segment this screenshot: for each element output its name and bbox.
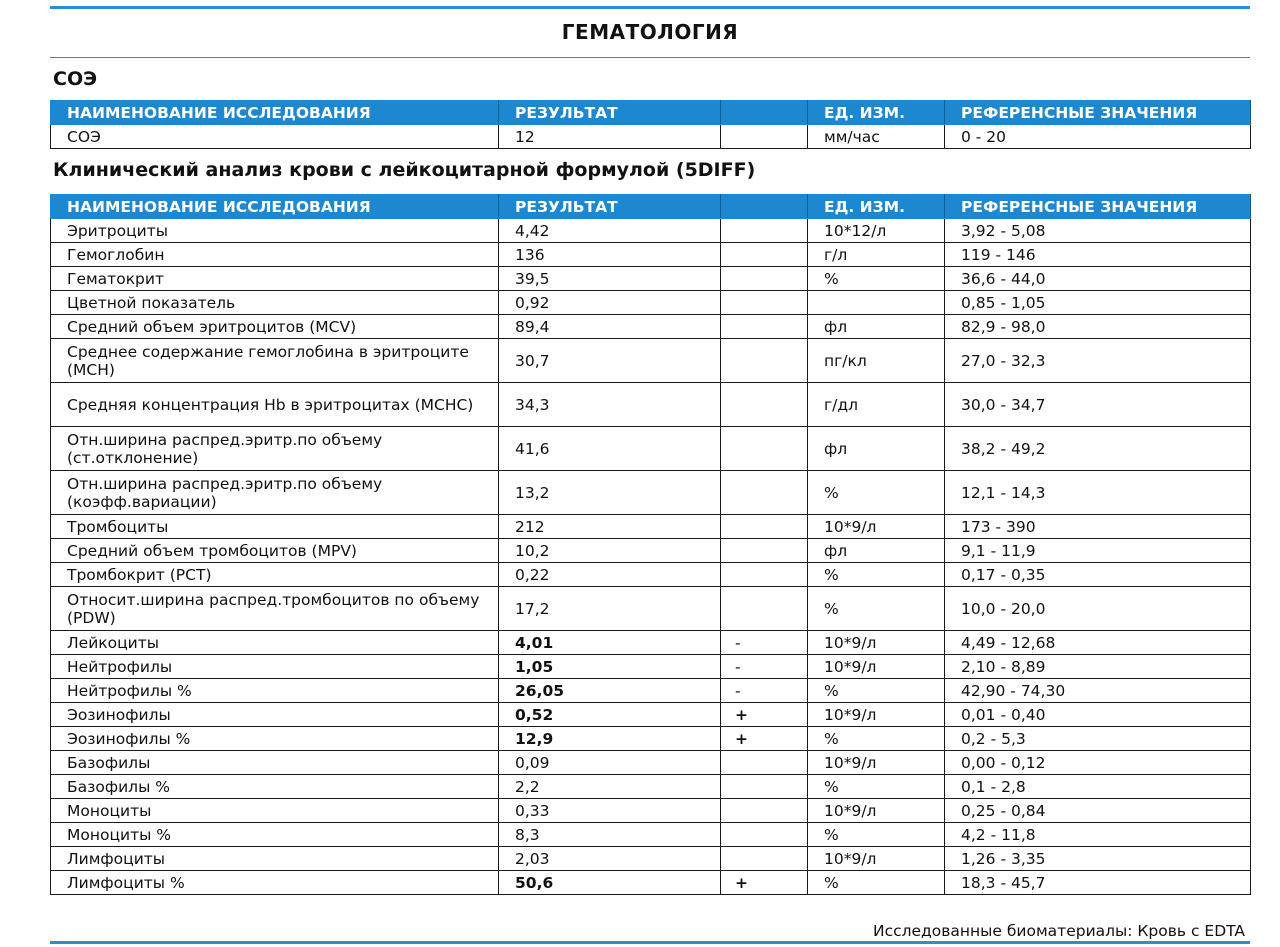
cell-flag bbox=[721, 315, 808, 339]
page-title: ГЕМАТОЛОГИЯ bbox=[561, 20, 739, 44]
cell-unit: % bbox=[808, 267, 945, 291]
cell-result: 50,6 bbox=[499, 871, 721, 895]
col-header-name: НАИМЕНОВАНИЕ ИССЛЕДОВАНИЯ bbox=[51, 101, 499, 125]
cell-unit: % bbox=[808, 775, 945, 799]
table-row bbox=[51, 775, 1251, 799]
cell-reference: 0 - 20 bbox=[945, 125, 1251, 149]
cell-test-name: Средний объем тромбоцитов (MPV) bbox=[51, 539, 499, 563]
cell-result: 12 bbox=[499, 125, 721, 149]
cell-test-name: Лейкоциты bbox=[51, 631, 499, 655]
cell-unit: фл bbox=[808, 539, 945, 563]
cell-test-name: Базофилы bbox=[51, 751, 499, 775]
cell-unit: % bbox=[808, 871, 945, 895]
cell-reference: 2,10 - 8,89 bbox=[945, 655, 1251, 679]
cell-unit: 10*9/л bbox=[808, 847, 945, 871]
table-row bbox=[51, 291, 1251, 315]
cell-flag bbox=[721, 775, 808, 799]
cell-result: 8,3 bbox=[499, 823, 721, 847]
cell-test-name: Цветной показатель bbox=[51, 291, 499, 315]
table-row bbox=[51, 703, 1251, 727]
cell-unit: % bbox=[808, 679, 945, 703]
cell-result: 12,9 bbox=[499, 727, 721, 751]
cell-unit: 10*9/л bbox=[808, 751, 945, 775]
cell-result: 17,2 bbox=[499, 587, 721, 631]
cell-test-name: Отн.ширина распред.эритр.по объему (ст.отклонение) bbox=[51, 427, 499, 471]
col-header-unit: ЕД. ИЗМ. bbox=[808, 101, 945, 125]
esr-table bbox=[50, 100, 1251, 149]
cell-test-name: Среднее содержание гемоглобина в эритроците (MCH) bbox=[51, 339, 499, 383]
col-header-ref: РЕФЕРЕНСНЫЕ ЗНАЧЕНИЯ bbox=[945, 101, 1251, 125]
top-rule bbox=[50, 6, 1250, 9]
cell-flag bbox=[721, 383, 808, 427]
cell-flag bbox=[721, 339, 808, 383]
col-header-unit: ЕД. ИЗМ. bbox=[808, 195, 945, 219]
cell-flag: - bbox=[721, 631, 808, 655]
cell-test-name: Лимфоциты % bbox=[51, 871, 499, 895]
cell-result: 4,01 bbox=[499, 631, 721, 655]
cell-unit: пг/кл bbox=[808, 339, 945, 383]
table-row bbox=[51, 339, 1251, 383]
cell-reference: 3,92 - 5,08 bbox=[945, 219, 1251, 243]
cell-flag bbox=[721, 219, 808, 243]
cell-test-name: Эритроциты bbox=[51, 219, 499, 243]
cell-reference: 173 - 390 bbox=[945, 515, 1251, 539]
table-row bbox=[51, 267, 1251, 291]
table-row bbox=[51, 427, 1251, 471]
cell-unit: фл bbox=[808, 315, 945, 339]
cell-result: 0,09 bbox=[499, 751, 721, 775]
cell-result: 26,05 bbox=[499, 679, 721, 703]
cell-reference: 9,1 - 11,9 bbox=[945, 539, 1251, 563]
cell-result: 0,22 bbox=[499, 563, 721, 587]
table-row bbox=[51, 515, 1251, 539]
cell-result: 34,3 bbox=[499, 383, 721, 427]
cell-reference: 0,17 - 0,35 bbox=[945, 563, 1251, 587]
cell-test-name: Моноциты bbox=[51, 799, 499, 823]
cell-reference: 12,1 - 14,3 bbox=[945, 471, 1251, 515]
cell-flag bbox=[721, 291, 808, 315]
table-row bbox=[51, 655, 1251, 679]
cell-result: 0,52 bbox=[499, 703, 721, 727]
cell-reference: 0,01 - 0,40 bbox=[945, 703, 1251, 727]
table-row bbox=[51, 125, 1251, 149]
biomaterial-note: Исследованные биоматериалы: Кровь с EDTA bbox=[872, 922, 1245, 940]
cell-unit: 10*9/л bbox=[808, 631, 945, 655]
table-row bbox=[51, 847, 1251, 871]
cell-flag bbox=[721, 471, 808, 515]
esr-section-heading: СОЭ bbox=[53, 68, 98, 90]
cell-flag: - bbox=[721, 655, 808, 679]
table-row bbox=[51, 219, 1251, 243]
cell-reference: 36,6 - 44,0 bbox=[945, 267, 1251, 291]
cell-unit: % bbox=[808, 471, 945, 515]
table-row bbox=[51, 823, 1251, 847]
cell-test-name: Относит.ширина распред.тромбоцитов по объему (PDW) bbox=[51, 587, 499, 631]
cell-test-name: Тромбоциты bbox=[51, 515, 499, 539]
cell-flag bbox=[721, 563, 808, 587]
cell-test-name: Лимфоциты bbox=[51, 847, 499, 871]
table-row bbox=[51, 315, 1251, 339]
cell-test-name: Гематокрит bbox=[51, 267, 499, 291]
cell-unit: % bbox=[808, 823, 945, 847]
cell-unit bbox=[808, 291, 945, 315]
cell-unit: г/дл bbox=[808, 383, 945, 427]
cell-reference: 18,3 - 45,7 bbox=[945, 871, 1251, 895]
cell-result: 89,4 bbox=[499, 315, 721, 339]
cell-test-name: Тромбокрит (PCT) bbox=[51, 563, 499, 587]
cell-result: 13,2 bbox=[499, 471, 721, 515]
cell-reference: 10,0 - 20,0 bbox=[945, 587, 1251, 631]
cell-test-name: Моноциты % bbox=[51, 823, 499, 847]
cell-flag: - bbox=[721, 679, 808, 703]
table-row bbox=[51, 751, 1251, 775]
cell-reference: 27,0 - 32,3 bbox=[945, 339, 1251, 383]
cell-flag: + bbox=[721, 727, 808, 751]
title-rule bbox=[50, 57, 1250, 58]
cell-unit: 10*9/л bbox=[808, 703, 945, 727]
cell-unit: мм/час bbox=[808, 125, 945, 149]
cell-test-name: СОЭ bbox=[51, 125, 499, 149]
cell-unit: 10*9/л bbox=[808, 799, 945, 823]
cell-reference: 42,90 - 74,30 bbox=[945, 679, 1251, 703]
table-row bbox=[51, 471, 1251, 515]
cell-reference: 119 - 146 bbox=[945, 243, 1251, 267]
cell-result: 0,92 bbox=[499, 291, 721, 315]
cell-flag bbox=[721, 823, 808, 847]
cbc-section-heading: Клинический анализ крови с лейкоцитарной формулой (5DIFF) bbox=[53, 159, 756, 181]
table-row bbox=[51, 539, 1251, 563]
cell-reference: 0,1 - 2,8 bbox=[945, 775, 1251, 799]
bottom-rule bbox=[50, 941, 1250, 944]
cell-test-name: Нейтрофилы bbox=[51, 655, 499, 679]
cell-unit: г/л bbox=[808, 243, 945, 267]
table-row bbox=[51, 243, 1251, 267]
table-row bbox=[51, 871, 1251, 895]
table-row bbox=[51, 563, 1251, 587]
cell-unit: 10*12/л bbox=[808, 219, 945, 243]
cbc-header-row bbox=[51, 195, 1251, 219]
cell-flag bbox=[721, 587, 808, 631]
cell-unit: % bbox=[808, 563, 945, 587]
cell-reference: 30,0 - 34,7 bbox=[945, 383, 1251, 427]
cell-reference: 0,2 - 5,3 bbox=[945, 727, 1251, 751]
cell-test-name: Отн.ширина распред.эритр.по объему (коэфф.вариации) bbox=[51, 471, 499, 515]
cell-unit: % bbox=[808, 587, 945, 631]
cell-flag bbox=[721, 799, 808, 823]
cell-flag bbox=[721, 751, 808, 775]
cell-test-name: Средний объем эритроцитов (MCV) bbox=[51, 315, 499, 339]
table-row bbox=[51, 631, 1251, 655]
col-header-flag bbox=[721, 195, 808, 219]
cell-result: 212 bbox=[499, 515, 721, 539]
cell-result: 136 bbox=[499, 243, 721, 267]
table-row bbox=[51, 679, 1251, 703]
cell-result: 41,6 bbox=[499, 427, 721, 471]
cell-result: 4,42 bbox=[499, 219, 721, 243]
col-header-name: НАИМЕНОВАНИЕ ИССЛЕДОВАНИЯ bbox=[51, 195, 499, 219]
cell-flag bbox=[721, 125, 808, 149]
cell-result: 1,05 bbox=[499, 655, 721, 679]
cell-unit: 10*9/л bbox=[808, 515, 945, 539]
cell-flag bbox=[721, 267, 808, 291]
esr-header-row bbox=[51, 101, 1251, 125]
cell-result: 10,2 bbox=[499, 539, 721, 563]
cell-test-name: Эозинофилы % bbox=[51, 727, 499, 751]
cbc-table bbox=[50, 194, 1251, 895]
cell-result: 0,33 bbox=[499, 799, 721, 823]
cell-flag: + bbox=[721, 703, 808, 727]
cell-reference: 82,9 - 98,0 bbox=[945, 315, 1251, 339]
cell-unit: % bbox=[808, 727, 945, 751]
cell-result: 2,2 bbox=[499, 775, 721, 799]
cell-unit: фл bbox=[808, 427, 945, 471]
cell-reference: 0,25 - 0,84 bbox=[945, 799, 1251, 823]
cell-unit: 10*9/л bbox=[808, 655, 945, 679]
cell-flag: + bbox=[721, 871, 808, 895]
cell-test-name: Средняя концентрация Hb в эритроцитах (MCHC) bbox=[51, 383, 499, 427]
col-header-flag bbox=[721, 101, 808, 125]
cell-result: 2,03 bbox=[499, 847, 721, 871]
cell-flag bbox=[721, 427, 808, 471]
cell-flag bbox=[721, 243, 808, 267]
table-row bbox=[51, 727, 1251, 751]
table-row bbox=[51, 799, 1251, 823]
cell-flag bbox=[721, 539, 808, 563]
cell-result: 30,7 bbox=[499, 339, 721, 383]
cell-flag bbox=[721, 847, 808, 871]
cell-reference: 4,2 - 11,8 bbox=[945, 823, 1251, 847]
col-header-ref: РЕФЕРЕНСНЫЕ ЗНАЧЕНИЯ bbox=[945, 195, 1251, 219]
table-row bbox=[51, 587, 1251, 631]
cell-test-name: Гемоглобин bbox=[51, 243, 499, 267]
col-header-result: РЕЗУЛЬТАТ bbox=[499, 101, 721, 125]
cell-reference: 1,26 - 3,35 bbox=[945, 847, 1251, 871]
cell-reference: 0,85 - 1,05 bbox=[945, 291, 1251, 315]
cell-test-name: Нейтрофилы % bbox=[51, 679, 499, 703]
cell-flag bbox=[721, 515, 808, 539]
cell-result: 39,5 bbox=[499, 267, 721, 291]
cell-reference: 4,49 - 12,68 bbox=[945, 631, 1251, 655]
cell-test-name: Базофилы % bbox=[51, 775, 499, 799]
cell-reference: 38,2 - 49,2 bbox=[945, 427, 1251, 471]
cell-reference: 0,00 - 0,12 bbox=[945, 751, 1251, 775]
table-row bbox=[51, 383, 1251, 427]
col-header-result: РЕЗУЛЬТАТ bbox=[499, 195, 721, 219]
cell-test-name: Эозинофилы bbox=[51, 703, 499, 727]
